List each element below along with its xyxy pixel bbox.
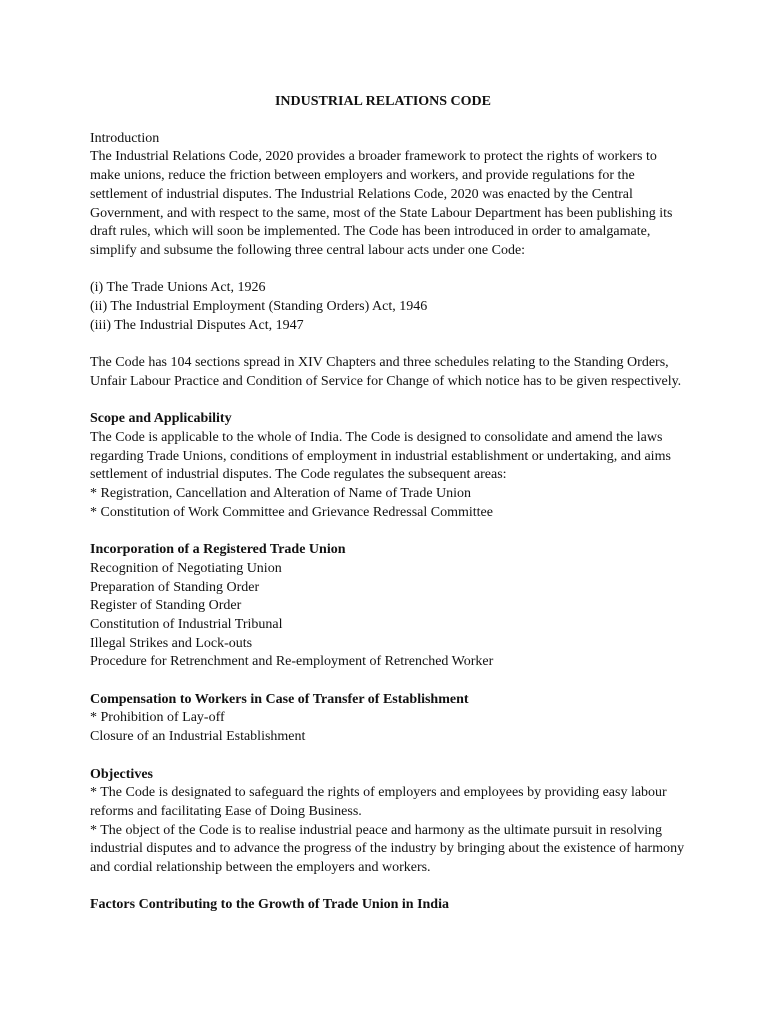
- acts-list: [90, 279, 690, 335]
- document-title: INDUSTRIAL RELATIONS CODE: [274, 94, 491, 109]
- spacer: [90, 672, 690, 691]
- act-item: (ii) The Industrial Employment (Standing Orders) Act, 1946: [90, 299, 428, 315]
- scope-paragraph: The Code is applicable to the whole of India. The Code is designed to consolidate and amend the laws regarding Trade Unions, conditions of employment in industrial establishment or undertaking, and aims settlement of industrial disputes. The Code regulates the subsequent areas:: [90, 429, 671, 483]
- scope-item: * Constitution of Work Committee and Grievance Redressal Committee: [90, 504, 493, 520]
- incorporation-item: Procedure for Retrenchment and Re-employment of Retrenched Worker: [90, 654, 494, 670]
- incorporation-heading: Incorporation of a Registered Trade Union: [90, 542, 346, 558]
- document-body: [90, 93, 690, 915]
- incorporation-item: Register of Standing Order: [90, 598, 242, 614]
- objective-item: * The Code is designated to safeguard the rights of employers and employees by providing easy labour reforms and facilitating Ease of Doing Business.: [90, 785, 667, 819]
- scope-item: * Registration, Cancellation and Alteration of Name of Trade Union: [90, 486, 472, 502]
- scope-heading: Scope and Applicability: [90, 411, 232, 427]
- spacer: [90, 522, 690, 541]
- factors-heading: Factors Contributing to the Growth of Trade Union in India: [90, 897, 449, 913]
- incorporation-item: Recognition of Negotiating Union: [90, 560, 282, 576]
- act-item: (iii) The Industrial Disputes Act, 1947: [90, 317, 304, 333]
- spacer: [90, 335, 690, 354]
- spacer: [90, 878, 690, 897]
- compensation-item: * Prohibition of Lay-off: [90, 710, 225, 726]
- objective-item: * The object of the Code is to realise industrial peace and harmony as the ultimate pursuit in resolving industrial disputes and to advance the progress of the industry by bringing about the existence of harmony and cordial relationship between the employers and workers.: [90, 822, 685, 876]
- spacer: [90, 747, 690, 766]
- compensation-heading: Compensation to Workers in Case of Transfer of Establishment: [90, 691, 469, 707]
- spacer: [90, 392, 690, 411]
- incorporation-item: Constitution of Industrial Tribunal: [90, 616, 283, 632]
- code-summary-paragraph: The Code has 104 sections spread in XIV Chapters and three schedules relating to the Standing Orders, Unfair Labour Practice and Condition of Service for Change of which notice has to be given respectively.: [90, 355, 682, 389]
- intro-label: Introduction: [90, 130, 160, 146]
- incorporation-item: Illegal Strikes and Lock-outs: [90, 635, 253, 651]
- compensation-item: Closure of an Industrial Establishment: [90, 729, 306, 745]
- intro-paragraph: The Industrial Relations Code, 2020 provides a broader framework to protect the rights of workers to make unions, reduce the friction between employers and workers, and provide regulations for the settlement of industrial disputes. The Industrial Relations Code, 2020 was enacted by the Central Government, and with respect to the same, most of the State Labour Department has been publishing its draft rules, which will soon be implemented. The Code has been introduced in order to amalgamate, simplify and subsume the following three central labour acts under one Code:: [90, 149, 673, 258]
- incorporation-item: Preparation of Standing Order: [90, 579, 260, 595]
- act-item: (i) The Trade Unions Act, 1926: [90, 280, 266, 296]
- objectives-heading: Objectives: [90, 766, 153, 782]
- spacer: [90, 261, 690, 280]
